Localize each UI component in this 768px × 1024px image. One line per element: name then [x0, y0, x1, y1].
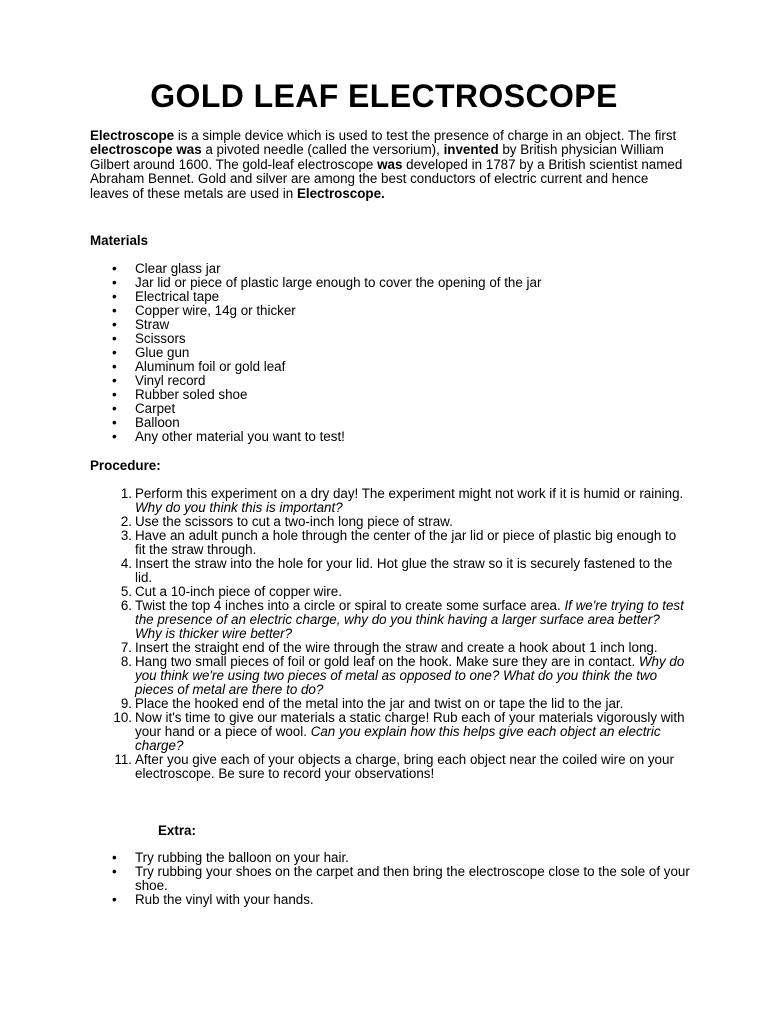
- material-item-text: Straw: [135, 317, 170, 332]
- step-number: [90, 585, 134, 599]
- step-number: [90, 557, 134, 571]
- material-item: [90, 304, 690, 318]
- step-question-text: If we're trying to test the presence of an electric charge, why do you think having a larger surface area better? Why is thicker wire better?: [135, 598, 684, 641]
- procedure-heading: Procedure:: [90, 458, 161, 473]
- procedure-step: [90, 697, 690, 711]
- step-number: [90, 697, 134, 711]
- step-number-label: 1.: [120, 486, 132, 501]
- material-item: [90, 290, 690, 304]
- material-item-text: Clear glass jar: [135, 261, 221, 276]
- materials-heading: Materials: [90, 233, 149, 248]
- step-text: Perform this experiment on a dry day! The experiment might not work if it is humid or raining.: [135, 486, 684, 501]
- material-item-text: Aluminum foil or gold leaf: [135, 359, 286, 374]
- step-number-label: 9.: [120, 696, 132, 711]
- bullet-icon: •: [112, 303, 117, 318]
- bullet-icon: •: [112, 401, 117, 416]
- extra-list: [90, 851, 690, 907]
- intro-bold-text: Electroscope.: [296, 185, 385, 201]
- step-text: Use the scissors to cut a two-inch long piece of straw.: [135, 514, 453, 529]
- bullet-icon: •: [112, 317, 117, 332]
- step-question-text: Why do you think this is important?: [135, 500, 343, 515]
- material-item-text: Carpet: [135, 401, 176, 416]
- step-text: Insert the straw into the hole for your lid. Hot glue the straw so it is securely fastened to the lid.: [135, 556, 673, 585]
- procedure-step: [90, 515, 690, 529]
- step-number-label: 7.: [120, 640, 132, 655]
- material-item-text: Any other material you want to test!: [135, 429, 345, 444]
- procedure-step: [90, 529, 690, 557]
- extra-item: [90, 893, 690, 907]
- material-item: [90, 360, 690, 374]
- intro-text: is a simple device which is used to test the presence of charge in an object. The first: [174, 128, 677, 143]
- intro-bold-text: invented: [443, 142, 499, 158]
- material-item: [90, 416, 690, 430]
- bullet-icon: •: [112, 387, 117, 402]
- intro-paragraph: [90, 129, 690, 201]
- material-item: [90, 318, 690, 332]
- page-title: GOLD LEAF ELECTROSCOPE: [150, 78, 618, 114]
- step-text: Have an adult punch a hole through the center of the jar lid or piece of plastic big enough to fit the straw through.: [135, 528, 677, 557]
- step-question-text: Can you explain how this helps give each object an electric charge?: [135, 724, 661, 753]
- bullet-icon: •: [112, 345, 117, 360]
- step-number-label: 10.: [113, 710, 132, 725]
- step-number: [90, 487, 134, 501]
- intro-bold-text: was: [377, 156, 403, 172]
- step-number: [90, 753, 134, 767]
- material-item: [90, 388, 690, 402]
- intro-text: developed in 1787 by a British scientist named Abraham Bennet. Gold and silver are among the best conductors of electric current and hence leaves of these metals are used in: [90, 156, 683, 201]
- procedure-step: [90, 487, 690, 515]
- procedure-step: [90, 641, 690, 655]
- extra-item: [90, 851, 690, 865]
- material-item: [90, 332, 690, 346]
- intro-bold-text: Electroscope: [90, 128, 175, 143]
- step-number-label: 4.: [120, 556, 132, 571]
- intro-text: a pivoted needle (called the versorium),: [201, 142, 444, 158]
- bullet-icon: •: [112, 864, 117, 879]
- material-item: [90, 276, 690, 290]
- intro-text: by British physician William Gilbert around 1600. The gold-leaf electroscope: [90, 142, 664, 172]
- material-item-text: Glue gun: [135, 345, 190, 360]
- material-item-text: Scissors: [135, 331, 186, 346]
- step-number-label: 6.: [120, 598, 132, 613]
- step-text: Now it's time to give our materials a static charge! Rub each of your materials vigorously with your hand or a piece of wool.: [135, 710, 685, 739]
- bullet-icon: •: [112, 359, 117, 374]
- material-item-text: Copper wire, 14g or thicker: [135, 303, 296, 318]
- bullet-icon: •: [112, 275, 117, 290]
- procedure-step: [90, 753, 690, 781]
- procedure-step: [90, 599, 690, 641]
- extra-item: [90, 865, 690, 893]
- step-number-label: 11.: [114, 752, 132, 767]
- procedure-step: [90, 557, 690, 585]
- bullet-icon: •: [112, 415, 117, 430]
- step-number-label: 2.: [120, 514, 132, 529]
- step-text: Twist the top 4 inches into a circle or spiral to create some surface area.: [135, 598, 565, 613]
- step-number-label: 5.: [120, 584, 132, 599]
- step-text: Place the hooked end of the metal into the jar and twist on or tape the lid to the jar.: [135, 696, 624, 711]
- bullet-icon: •: [112, 331, 117, 346]
- step-number: [90, 599, 134, 613]
- procedure-step: [90, 585, 690, 599]
- step-text: Hang two small pieces of foil or gold leaf on the hook. Make sure they are in contact.: [135, 654, 639, 669]
- bullet-icon: •: [112, 289, 117, 304]
- material-item-text: Jar lid or piece of plastic large enough to cover the opening of the jar: [135, 275, 542, 290]
- step-number-label: 8.: [120, 654, 132, 669]
- materials-list: [90, 262, 690, 444]
- step-text: After you give each of your objects a charge, bring each object near the coiled wire on your electroscope. Be sure to record your observations!: [135, 752, 674, 781]
- step-number: [90, 711, 134, 725]
- material-item: [90, 430, 690, 444]
- procedure-list: [90, 487, 690, 781]
- step-number: [90, 655, 134, 669]
- step-text: Cut a 10-inch piece of copper wire.: [135, 584, 342, 599]
- step-text: Insert the straight end of the wire through the straw and create a hook about 1 inch long.: [135, 640, 658, 655]
- material-item: [90, 374, 690, 388]
- extra-item-text: Rub the vinyl with your hands.: [135, 892, 314, 907]
- bullet-icon: •: [112, 429, 117, 444]
- bullet-icon: •: [112, 261, 117, 276]
- step-number: [90, 529, 134, 543]
- extra-heading: Extra:: [158, 823, 196, 838]
- step-question-text: Why do you think we're using two pieces of metal as opposed to one? What do you think the two pieces of metal are there to do?: [135, 654, 685, 697]
- step-number: [90, 515, 134, 529]
- material-item: [90, 402, 690, 416]
- material-item: [90, 346, 690, 360]
- material-item-text: Balloon: [135, 415, 180, 430]
- bullet-icon: •: [112, 373, 117, 388]
- step-number: [90, 641, 134, 655]
- extra-item-text: Try rubbing the balloon on your hair.: [135, 850, 349, 865]
- material-item-text: Vinyl record: [135, 373, 206, 388]
- bullet-icon: •: [112, 850, 117, 865]
- procedure-step: [90, 655, 690, 697]
- procedure-step: [90, 711, 690, 753]
- material-item-text: Rubber soled shoe: [135, 387, 248, 402]
- material-item: [90, 262, 690, 276]
- bullet-icon: •: [112, 892, 117, 907]
- material-item-text: Electrical tape: [135, 289, 220, 304]
- intro-bold-text: electroscope was: [90, 142, 202, 158]
- step-number-label: 3.: [120, 528, 132, 543]
- extra-item-text: Try rubbing your shoes on the carpet and then bring the electroscope close to the sole of your shoe.: [135, 864, 690, 893]
